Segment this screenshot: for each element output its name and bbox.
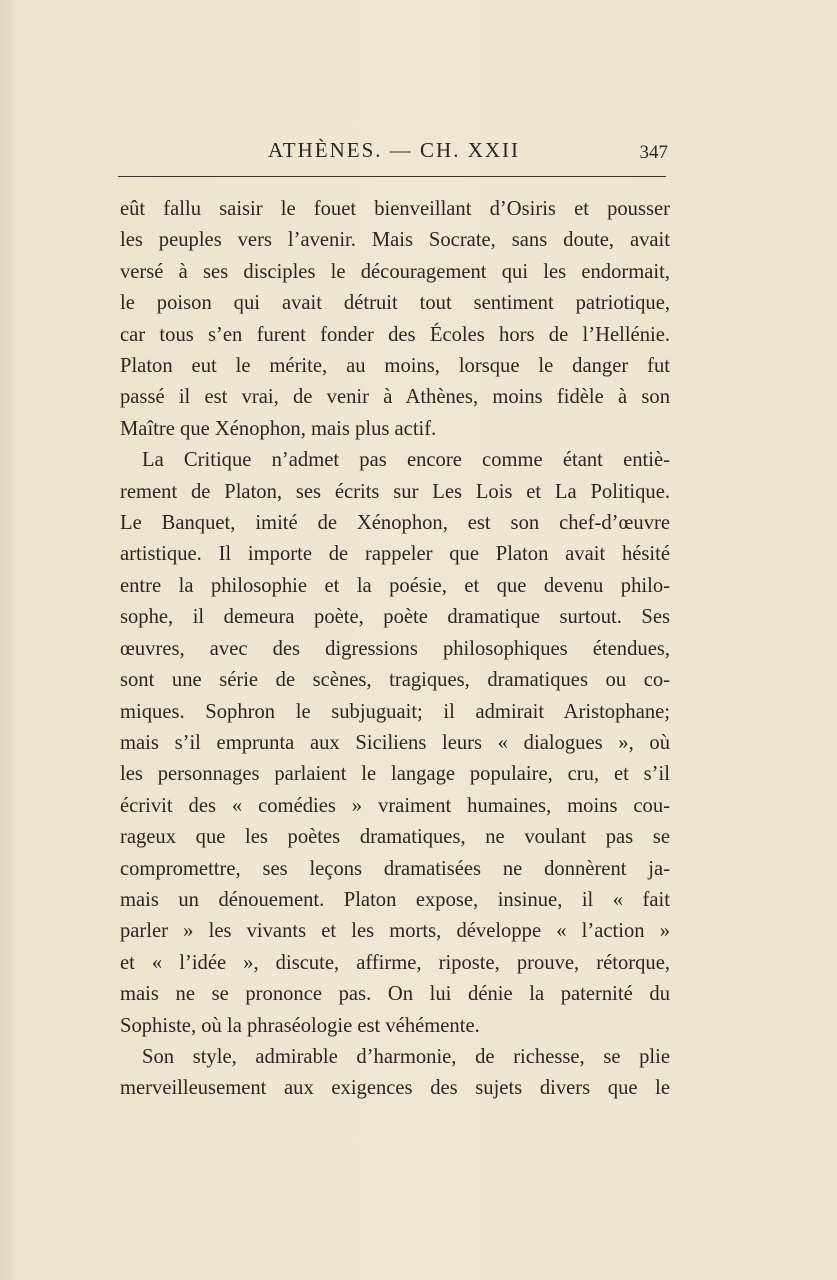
- text-line: les personnages parlaient le langage populaire, cru, et s’il: [120, 763, 670, 786]
- text-line: sophe, il demeura poète, poète dramatique surtout. Ses: [120, 606, 670, 629]
- text-line: écrivit des « comédies » vraiment humaines, moins cou-: [120, 794, 670, 817]
- text-line: parler » les vivants et les morts, développe « l’action »: [120, 920, 670, 943]
- running-title: ATHÈNES. — CH. XXII: [267, 138, 521, 162]
- text-line: Maître que Xénophon, mais plus actif.: [120, 417, 437, 440]
- text-line: artistique. Il importe de rappeler que Platon avait hésité: [120, 543, 670, 566]
- text-line: Platon eut le mérite, au moins, lorsque le danger fut: [120, 355, 670, 378]
- text-line: mais ne se prononce pas. On lui dénie la paternité du: [120, 983, 670, 1006]
- text-line: Son style, admirable d’harmonie, de richesse, se plie: [142, 1045, 670, 1068]
- text-line: La Critique n’admet pas encore comme étant entiè-: [142, 449, 670, 472]
- text-line: Le Banquet, imité de Xénophon, est son chef-d’œuvre: [120, 512, 670, 535]
- text-line: sont une série de scènes, tragiques, dramatiques ou co-: [120, 669, 670, 692]
- text-line: le poison qui avait détruit tout sentiment patriotique,: [120, 292, 670, 315]
- text-line: rement de Platon, ses écrits sur Les Lois et La Politique.: [120, 480, 670, 503]
- text-line: miques. Sophron le subjuguait; il admirait Aristophane;: [120, 700, 670, 723]
- text-line: les peuples vers l’avenir. Mais Socrate, sans doute, avait: [120, 229, 670, 252]
- running-head: [118, 138, 670, 168]
- text-line: rageux que les poètes dramatiques, ne voulant pas se: [120, 826, 670, 849]
- text-line: œuvres, avec des digressions philosophiques étendues,: [120, 637, 670, 660]
- text-line: compromettre, ses leçons dramatisées ne donnèrent ja-: [120, 857, 670, 880]
- text-line: versé à ses disciples le découragement qui les endormait,: [120, 260, 670, 283]
- text-line: et « l’idée », discute, affirme, riposte, prouve, rétorque,: [120, 951, 670, 974]
- text-line: mais un dénouement. Platon expose, insinue, il « fait: [120, 888, 670, 911]
- text-line: passé il est vrai, de venir à Athènes, moins fidèle à son: [120, 386, 670, 409]
- text-line: entre la philosophie et la poésie, et que devenu philo-: [120, 574, 670, 597]
- text-line: car tous s’en furent fonder des Écoles hors de l’Hellénie.: [120, 323, 670, 346]
- text-line: Sophiste, où la phraséologie est véhémente.: [120, 1014, 480, 1037]
- body-text: [120, 194, 670, 1105]
- text-line: eût fallu saisir le fouet bienveillant d’Osiris et pousser: [120, 198, 670, 220]
- page-number: 347: [639, 142, 668, 163]
- text-line: mais s’il emprunta aux Siciliens leurs « dialogues », où: [120, 731, 670, 754]
- header-rule: [118, 176, 666, 177]
- text-line: merveilleusement aux exigences des sujets divers que le: [120, 1077, 670, 1100]
